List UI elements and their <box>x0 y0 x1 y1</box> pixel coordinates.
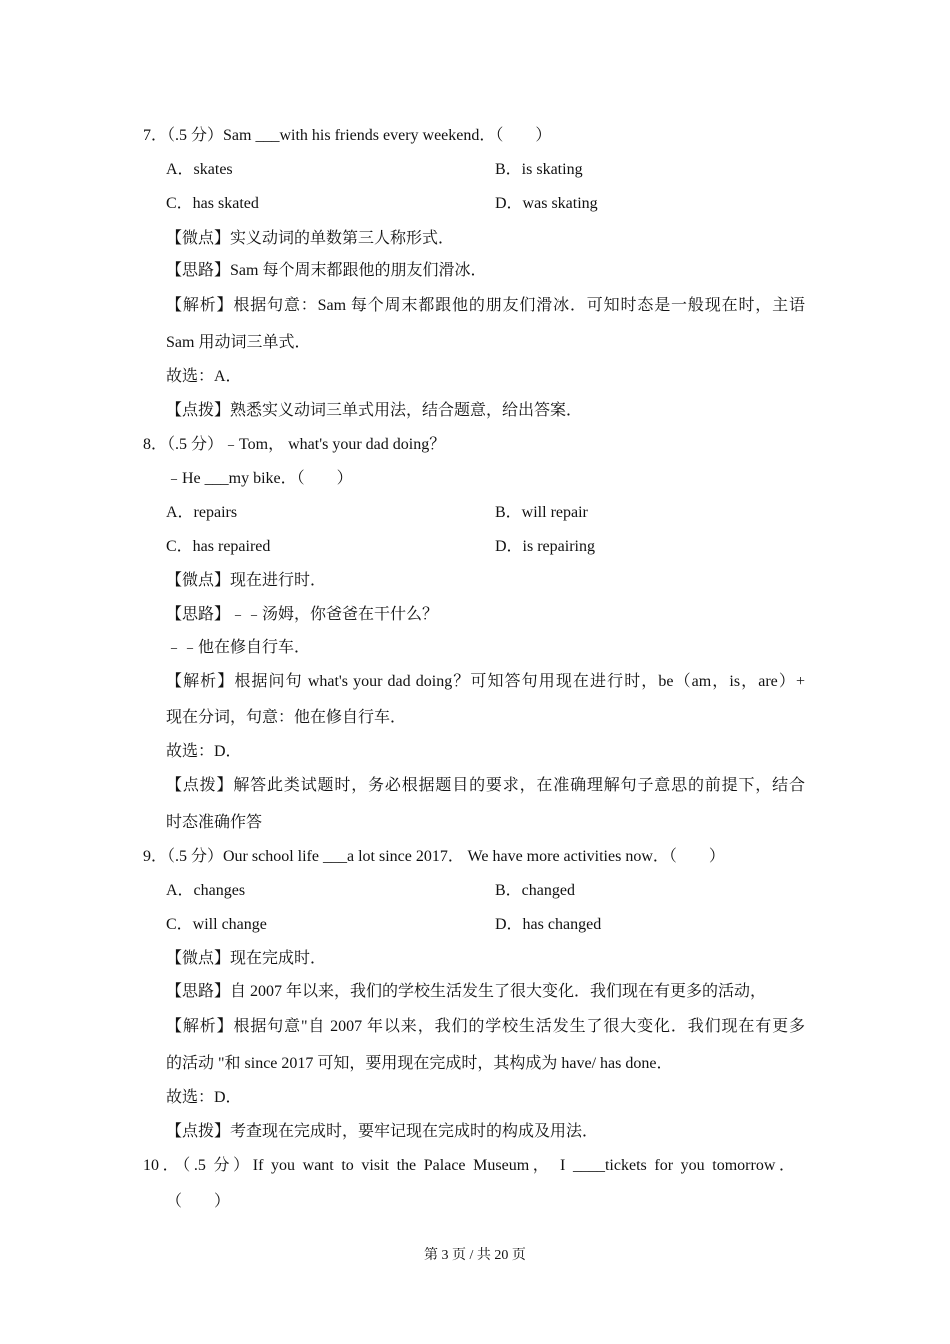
q9-option-b: B．changed <box>495 882 575 899</box>
q7-jiexi-line1: 【解析】根据句意：Sam 每个周末都跟他的朋友们滑冰．可知时态是一般现在时，主语 <box>166 297 805 314</box>
q7-answer: 故选：A． <box>166 368 242 385</box>
q8-silu-line2: ﹣﹣他在修自行车． <box>166 639 311 656</box>
q7-dianbo: 【点拨】熟悉实义动词三单式用法，结合题意，给出答案． <box>166 402 583 419</box>
q9-jiexi-line1: 【解析】根据句意"自 2007 年以来，我们的学校生活发生了很大变化．我们现在有更多 <box>166 1018 805 1035</box>
q8-weidian: 【微点】现在进行时． <box>166 572 327 589</box>
q8-option-a: A．repairs <box>166 504 238 521</box>
q9-silu: 【思路】自 2007 年以来，我们的学校生活发生了很大变化．我们现在有更多的活动， <box>166 983 767 1000</box>
q8-stem-line2: ﹣He ___my bike．（ ） <box>166 470 353 487</box>
q7-jiexi-line2: Sam 用动词三单式． <box>166 334 311 351</box>
q7-silu: 【思路】Sam 每个周末都跟他的朋友们滑冰． <box>166 262 487 279</box>
q7-stem: 7．（.5 分）Sam ___with his friends every weekend．（ ） <box>143 127 552 144</box>
q8-stem-line1: 8．（.5 分）﹣Tom， what's your dad doing？ <box>143 436 446 453</box>
q7-option-b: B．is skating <box>495 161 583 178</box>
q7-weidian: 【微点】实义动词的单数第三人称形式． <box>166 230 455 247</box>
q8-answer: 故选：D． <box>166 743 242 760</box>
q8-dianbo-line1: 【点拨】解答此类试题时，务必根据题目的要求，在准确理解句子意思的前提下，结合 <box>166 777 805 794</box>
q8-option-d: D．is repairing <box>495 538 595 555</box>
q10-stem-line1: 10．（.5 分）If you want to visit the Palace Museum， I ____tickets for you tomorrow． <box>143 1157 795 1174</box>
q7-option-a: A．skates <box>166 161 233 178</box>
q9-answer: 故选：D． <box>166 1089 242 1106</box>
q8-option-c: C．has repaired <box>166 538 271 555</box>
q8-jiexi-line2: 现在分词，句意：他在修自行车． <box>166 709 407 726</box>
q8-dianbo-line2: 时态准确作答 <box>166 814 263 831</box>
q9-dianbo: 【点拨】考查现在完成时，要牢记现在完成时的构成及用法． <box>166 1123 599 1140</box>
q9-option-d: D．has changed <box>495 916 602 933</box>
q9-jiexi-line2: 的活动 "和 since 2017 可知，要用现在完成时，其构成为 have/ has done． <box>166 1055 673 1072</box>
q10-stem-line2: （ ） <box>166 1193 231 1210</box>
q9-option-c: C．will change <box>166 916 267 933</box>
q9-option-a: A．changes <box>166 882 246 899</box>
q8-jiexi-line1: 【解析】根据问句 what's your dad doing？可知答句用现在进行时，be（am，is，are）+ <box>166 673 805 690</box>
q7-option-d: D．was skating <box>495 195 598 212</box>
q8-option-b: B．will repair <box>495 504 588 521</box>
q8-silu-line1: 【思路】﹣﹣汤姆，你爸爸在干什么？ <box>166 606 439 623</box>
q9-stem: 9．（.5 分）Our school life ___a lot since 2017． We have more activities now．（ ） <box>143 848 725 865</box>
q9-weidian: 【微点】现在完成时． <box>166 950 327 967</box>
page-number-footer: 第 3 页 / 共 20 页 <box>424 1248 526 1263</box>
q7-option-c: C．has skated <box>166 195 259 212</box>
